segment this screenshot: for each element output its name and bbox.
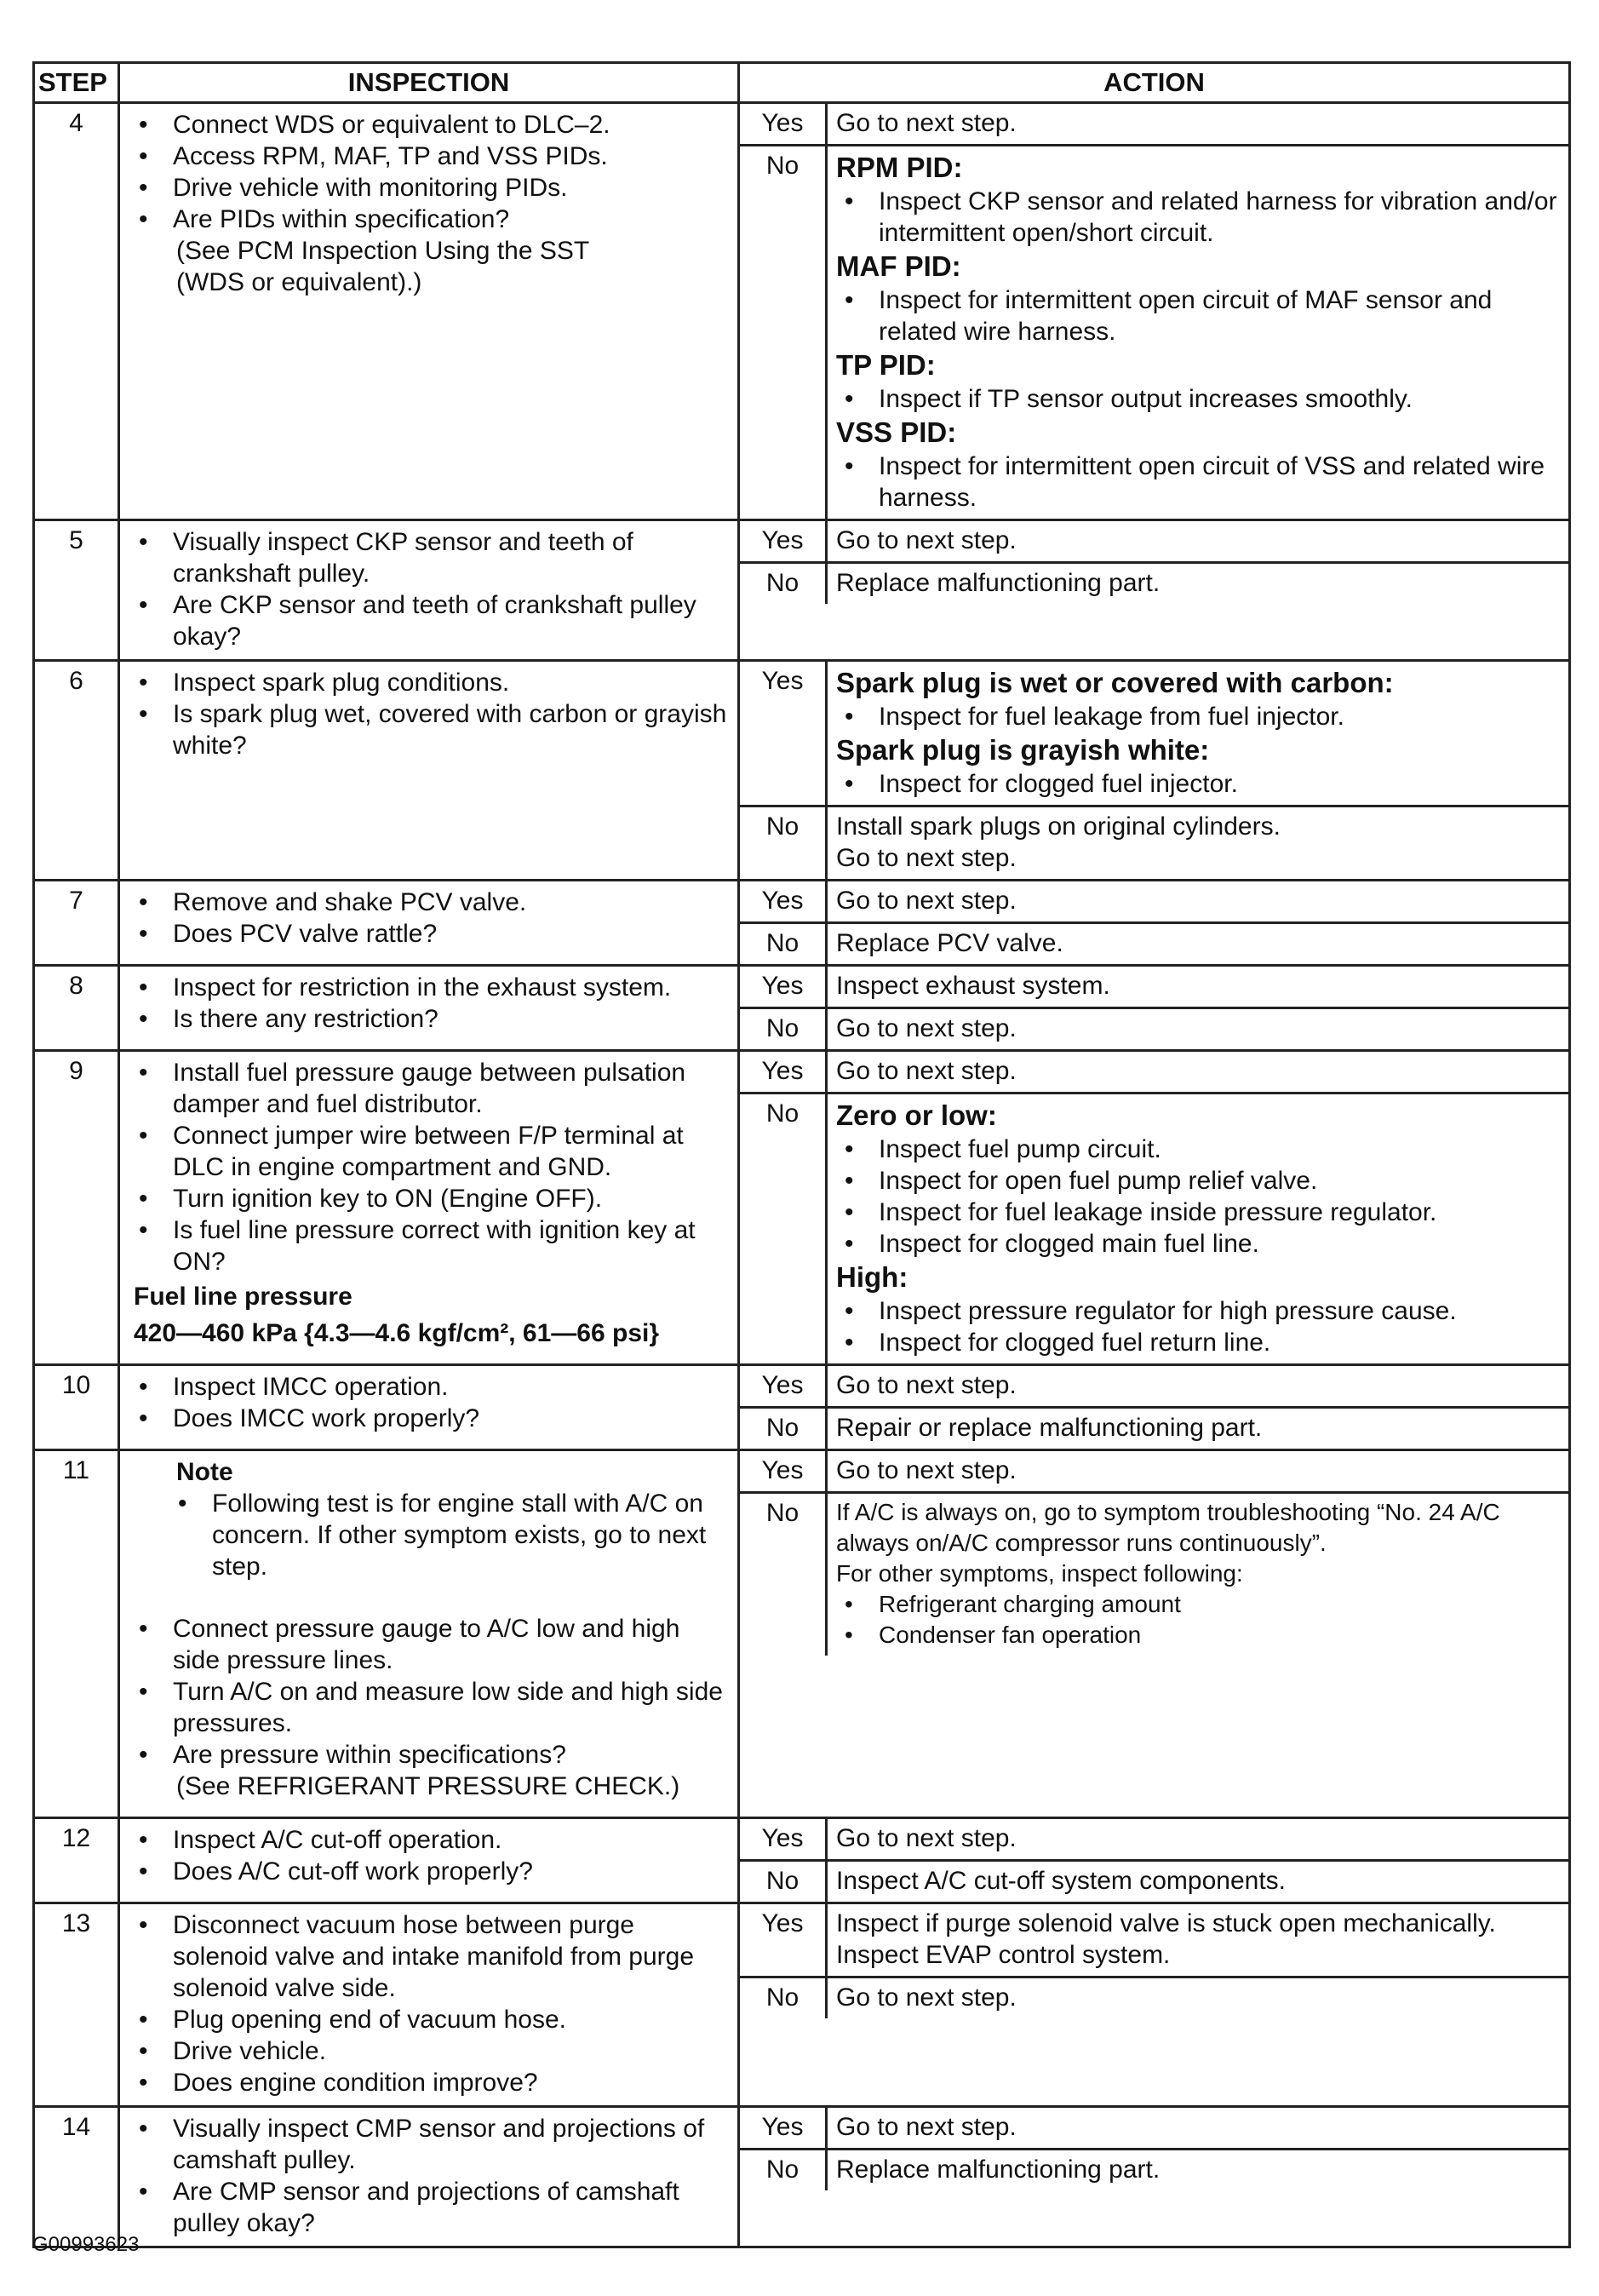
- yes-label: Yes: [740, 104, 828, 144]
- action-cell: [739, 103, 1570, 520]
- list-item: • Inspect for clogged fuel return line.: [836, 1327, 1560, 1358]
- list-item: • Inspect IMCC operation.: [134, 1371, 729, 1403]
- no-label: No: [740, 1094, 828, 1363]
- no-label: No: [740, 146, 828, 519]
- inspection-list: [134, 109, 729, 235]
- list-item: • Install fuel pressure gauge between pulsation damper and fuel distributor.: [134, 1057, 729, 1120]
- table-row: [34, 1450, 1570, 1818]
- yes-action: Go to next step.: [836, 2113, 1017, 2141]
- yes-row: [740, 2108, 1568, 2150]
- no-label: No: [740, 564, 828, 604]
- no-label: No: [740, 1409, 828, 1449]
- no-row: [740, 1409, 1568, 1449]
- list-item: • Does A/C cut-off work properly?: [134, 1856, 729, 1887]
- yes-row: [740, 1451, 1568, 1494]
- list-item: • Inspect for fuel leakage inside pressure regulator.: [836, 1197, 1560, 1228]
- no-action: [828, 146, 1568, 519]
- inspection-cell: [119, 520, 739, 661]
- inspection-table: [32, 61, 1571, 2248]
- action-line: Install spark plugs on original cylinders.: [836, 812, 1281, 841]
- action-heading: RPM PID:: [836, 152, 963, 183]
- table-row: [34, 881, 1570, 966]
- list-item: • Are PIDs within specification?: [134, 204, 729, 235]
- inspection-note: (See REFRIGERANT PRESSURE CHECK.): [176, 1772, 680, 1800]
- no-action: [828, 807, 1568, 879]
- action-heading: High:: [836, 1261, 908, 1293]
- list-item: • Is spark plug wet, covered with carbon or grayish white?: [134, 698, 729, 761]
- yes-action: Go to next step.: [836, 1371, 1017, 1399]
- no-row: [740, 146, 1568, 519]
- list-item: • Inspect if TP sensor output increases smoothly.: [836, 383, 1560, 415]
- no-row: [740, 1978, 1568, 2018]
- list-item: • Inspect for clogged fuel injector.: [836, 768, 1560, 800]
- action-line: Inspect EVAP control system.: [836, 1941, 1171, 1969]
- list-item: • Inspect for intermittent open circuit of VSS and related wire harness.: [836, 451, 1560, 514]
- step-number: 14: [34, 2107, 119, 2247]
- no-label: No: [740, 1009, 828, 1049]
- step-number: 12: [34, 1818, 119, 1903]
- yes-label: Yes: [740, 662, 828, 805]
- action-header: ACTION: [739, 63, 1570, 103]
- step-number: 6: [34, 661, 119, 881]
- list-item: • Disconnect vacuum hose between purge solenoid valve and intake manifold from purge solenoid valve side.: [134, 1909, 729, 2004]
- action-line: For other symptoms, inspect following:: [836, 1560, 1243, 1587]
- list-item: • Visually inspect CMP sensor and projections of camshaft pulley.: [134, 2113, 729, 2176]
- note-label: Note: [176, 1458, 233, 1486]
- step-number: 13: [34, 1903, 119, 2107]
- step-number: 8: [34, 966, 119, 1051]
- action-line: If A/C is always on, go to symptom troubleshooting “No. 24 A/C always on/A/C compressor runs continuously”.: [836, 1499, 1500, 1556]
- table-row: [34, 520, 1570, 661]
- yes-action: Go to next step.: [836, 526, 1017, 554]
- spec-label: Fuel line pressure: [134, 1283, 352, 1311]
- action-cell: [739, 1365, 1570, 1450]
- yes-label: Yes: [740, 1366, 828, 1406]
- no-action: [828, 1494, 1568, 1656]
- no-label: No: [740, 924, 828, 964]
- action-cell: [739, 881, 1570, 966]
- yes-label: Yes: [740, 967, 828, 1007]
- header-row: [34, 63, 1570, 103]
- step-number: 5: [34, 520, 119, 661]
- list-item: • Turn A/C on and measure low side and high side pressures.: [134, 1676, 729, 1739]
- yes-label: Yes: [740, 1052, 828, 1092]
- action-cell: [739, 2107, 1570, 2247]
- yes-label: Yes: [740, 1451, 828, 1491]
- step-header: STEP: [34, 63, 119, 103]
- action-cell: [739, 966, 1570, 1051]
- inspection-cell: [119, 661, 739, 881]
- table-row: [34, 1818, 1570, 1903]
- no-action: Go to next step.: [836, 1014, 1017, 1042]
- action-line: Inspect if purge solenoid valve is stuck open mechanically.: [836, 1909, 1496, 1937]
- step-number: 11: [34, 1450, 119, 1818]
- action-heading: VSS PID:: [836, 416, 957, 448]
- action-heading: TP PID:: [836, 349, 936, 381]
- list-item: • Connect pressure gauge to A/C low and high side pressure lines.: [134, 1613, 729, 1676]
- list-item: • Connect WDS or equivalent to DLC–2.: [134, 109, 729, 141]
- step-number: 9: [34, 1051, 119, 1365]
- list-item: • Does PCV valve rattle?: [134, 918, 729, 950]
- table-row: [34, 103, 1570, 520]
- list-item: • Does IMCC work properly?: [134, 1403, 729, 1434]
- list-item: • Inspect pressure regulator for high pressure cause.: [836, 1295, 1560, 1327]
- no-row: [740, 1494, 1568, 1656]
- yes-action: Inspect exhaust system.: [836, 972, 1110, 1000]
- table-row: [34, 661, 1570, 881]
- list-item: • Is fuel line pressure correct with ignition key at ON?: [134, 1214, 729, 1277]
- list-item: • Inspect spark plug conditions.: [134, 667, 729, 698]
- list-item: • Inspect A/C cut-off operation.: [134, 1824, 729, 1856]
- list-item: • Refrigerant charging amount: [836, 1589, 1560, 1620]
- inspection-cell: [119, 1818, 739, 1903]
- table-row: [34, 1903, 1570, 2107]
- no-label: No: [740, 2150, 828, 2190]
- inspection-cell: [119, 1365, 739, 1450]
- table-row: [34, 966, 1570, 1051]
- yes-label: Yes: [740, 1904, 828, 1976]
- no-action: Go to next step.: [836, 1983, 1017, 2012]
- no-label: No: [740, 1862, 828, 1902]
- action-cell: [739, 1903, 1570, 2107]
- action-line: Go to next step.: [836, 844, 1017, 872]
- no-action: Replace malfunctioning part.: [836, 569, 1161, 597]
- no-row: [740, 1009, 1568, 1049]
- list-item: • Inspect for restriction in the exhaust system.: [134, 972, 729, 1003]
- no-action: [828, 1094, 1568, 1363]
- no-action: Replace PCV valve.: [836, 929, 1063, 957]
- inspection-cell: [119, 1450, 739, 1818]
- table-row: [34, 1051, 1570, 1365]
- spec-value: 420—460 kPa {4.3—4.6 kgf/cm², 61—66 psi}: [134, 1319, 660, 1347]
- list-item: • Are CMP sensor and projections of camshaft pulley okay?: [134, 2176, 729, 2239]
- yes-label: Yes: [740, 521, 828, 561]
- action-heading: Spark plug is grayish white:: [836, 734, 1210, 766]
- list-item: • Remove and shake PCV valve.: [134, 887, 729, 918]
- step-number: 7: [34, 881, 119, 966]
- yes-action: Go to next step.: [836, 887, 1017, 915]
- table-row: [34, 1365, 1570, 1450]
- yes-row: [740, 1366, 1568, 1409]
- no-action: Replace malfunctioning part.: [836, 2155, 1161, 2184]
- action-heading: Zero or low:: [836, 1099, 997, 1131]
- yes-action: Go to next step.: [836, 1456, 1017, 1484]
- inspection-header: INSPECTION: [119, 63, 739, 103]
- yes-row: [740, 104, 1568, 146]
- no-label: No: [740, 807, 828, 879]
- inspection-cell: [119, 966, 739, 1051]
- no-row: [740, 2150, 1568, 2190]
- list-item: • Inspect fuel pump circuit.: [836, 1134, 1560, 1165]
- list-item: • Drive vehicle with monitoring PIDs.: [134, 172, 729, 204]
- no-label: No: [740, 1978, 828, 2018]
- yes-row: [740, 881, 1568, 924]
- no-label: No: [740, 1494, 828, 1656]
- yes-action: Go to next step.: [836, 1057, 1017, 1085]
- list-item: • Are pressure within specifications?: [134, 1739, 729, 1771]
- yes-action: [828, 662, 1568, 805]
- list-item: • Connect jumper wire between F/P terminal at DLC in engine compartment and GND.: [134, 1120, 729, 1183]
- inspection-note: (WDS or equivalent).): [176, 268, 422, 296]
- yes-label: Yes: [740, 1819, 828, 1859]
- yes-row: [740, 1819, 1568, 1862]
- step-number: 4: [34, 103, 119, 520]
- yes-row: [740, 967, 1568, 1009]
- inspection-cell: [119, 103, 739, 520]
- yes-row: [740, 662, 1568, 807]
- no-row: [740, 807, 1568, 879]
- list-item: • Are CKP sensor and teeth of crankshaft pulley okay?: [134, 589, 729, 652]
- list-item: • Is there any restriction?: [134, 1003, 729, 1035]
- figure-id: G00993623: [32, 2233, 140, 2256]
- list-item: • Drive vehicle.: [134, 2035, 729, 2067]
- list-item: • Inspect for clogged main fuel line.: [836, 1228, 1560, 1260]
- troubleshooting-sheet: [32, 61, 1568, 2248]
- no-row: [740, 1094, 1568, 1363]
- action-heading: MAF PID:: [836, 250, 961, 282]
- yes-label: Yes: [740, 881, 828, 921]
- yes-row: [740, 521, 1568, 564]
- list-item: • Does engine condition improve?: [134, 2067, 729, 2098]
- list-item: • Plug opening end of vacuum hose.: [134, 2004, 729, 2035]
- list-item: • Inspect CKP sensor and related harness for vibration and/or intermittent open/short circuit.: [836, 186, 1560, 249]
- no-row: [740, 1862, 1568, 1902]
- action-cell: [739, 1818, 1570, 1903]
- inspection-cell: [119, 1051, 739, 1365]
- inspection-note: (See PCM Inspection Using the SST: [176, 237, 590, 265]
- list-item: • Inspect for fuel leakage from fuel injector.: [836, 701, 1560, 732]
- list-item: • Condenser fan operation: [836, 1620, 1560, 1650]
- yes-action: [828, 1904, 1568, 1976]
- yes-label: Yes: [740, 2108, 828, 2148]
- yes-row: [740, 1904, 1568, 1978]
- list-item: • Access RPM, MAF, TP and VSS PIDs.: [134, 141, 729, 172]
- yes-action: Go to next step.: [836, 1824, 1017, 1852]
- list-item: • Turn ignition key to ON (Engine OFF).: [134, 1183, 729, 1214]
- list-item: • Visually inspect CKP sensor and teeth of crankshaft pulley.: [134, 526, 729, 589]
- inspection-cell: [119, 1903, 739, 2107]
- action-cell: [739, 661, 1570, 881]
- no-row: [740, 564, 1568, 604]
- list-item: • Following test is for engine stall with A/C on concern. If other symptom exists, go to next step.: [173, 1488, 729, 1582]
- no-row: [740, 924, 1568, 964]
- yes-row: [740, 1052, 1568, 1094]
- no-action: Repair or replace malfunctioning part.: [836, 1414, 1263, 1442]
- action-cell: [739, 1450, 1570, 1818]
- table-row: [34, 2107, 1570, 2247]
- step-number: 10: [34, 1365, 119, 1450]
- action-cell: [739, 1051, 1570, 1365]
- action-heading: Spark plug is wet or covered with carbon:: [836, 667, 1394, 698]
- action-cell: [739, 520, 1570, 661]
- inspection-cell: [119, 881, 739, 966]
- list-item: • Inspect for intermittent open circuit of MAF sensor and related wire harness.: [836, 284, 1560, 347]
- no-action: Inspect A/C cut-off system components.: [836, 1867, 1287, 1895]
- list-item: • Inspect for open fuel pump relief valve.: [836, 1165, 1560, 1197]
- yes-action: Go to next step.: [836, 109, 1017, 137]
- inspection-cell: [119, 2107, 739, 2247]
